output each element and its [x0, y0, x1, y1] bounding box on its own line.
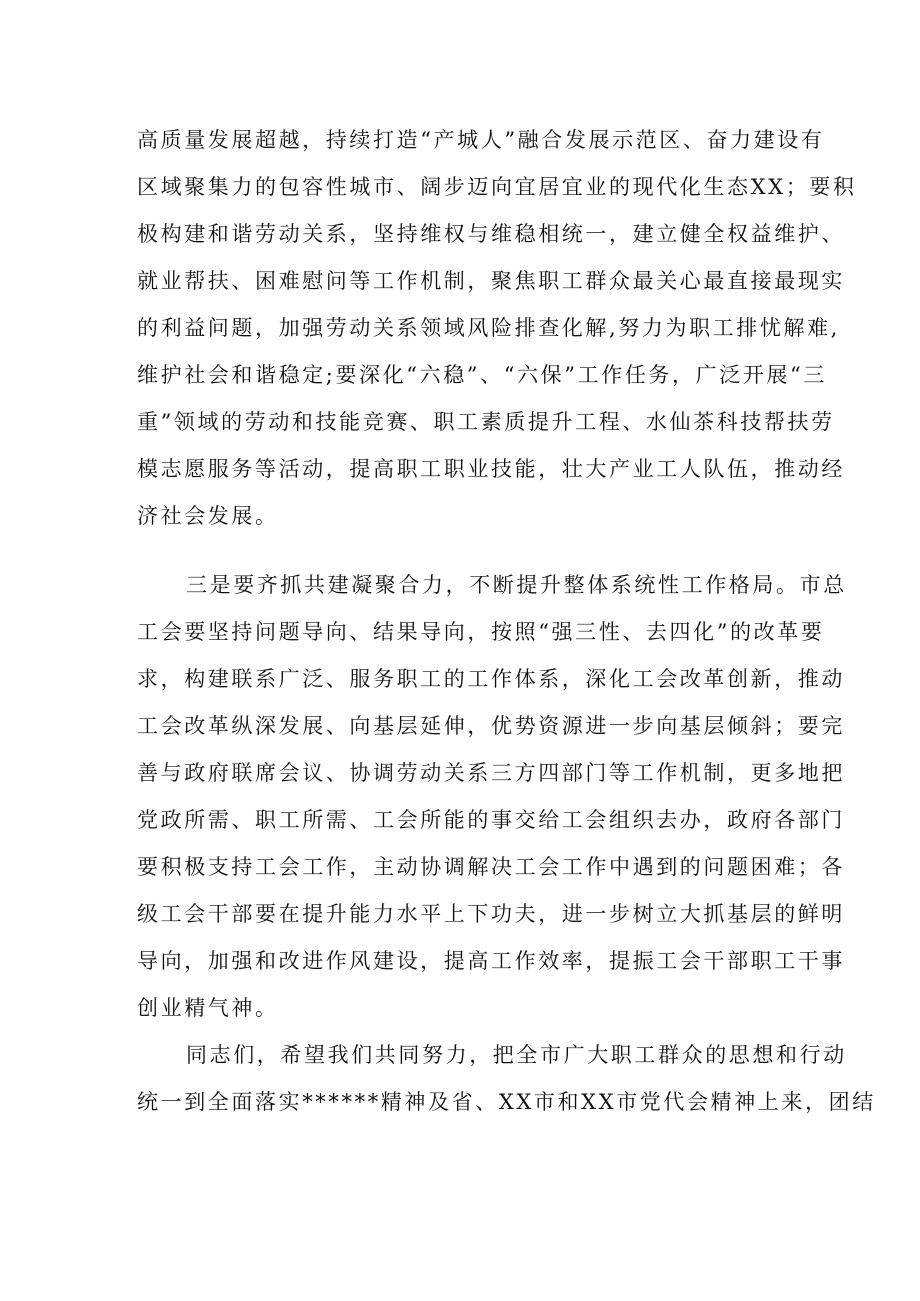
text-line: 的利益问题，加强劳动关系领域风险排查化解,努力为职工排忧解难, [137, 316, 840, 340]
text-line: 济社会发展。 [137, 504, 279, 528]
text-line: 统一到全面落实******精神及省、XX市和XX市党代会精神上来，团结 [137, 1090, 876, 1114]
text-line: 区域聚集力的包容性城市、阔步迈向宜居宜业的现代化生态XX；要积 [137, 175, 857, 199]
text-line: 工会要坚持问题导向、结果导向，按照“强三性、去四化”的改革要 [137, 620, 825, 644]
text-line: 维护社会和谐稳定;要深化“六稳”、“六保”工作任务，广泛开展“三 [137, 363, 827, 387]
text-line: 善与政府联席会议、协调劳动关系三方四部门等工作机制，更多地把 [137, 761, 845, 785]
text-line: 模志愿服务等活动，提高职工职业技能，壮大产业工人队伍，推动经 [137, 457, 845, 481]
text-line: 极构建和谐劳动关系，坚持维权与维稳相统一，建立健全权益维护、 [137, 222, 845, 246]
text-line: 高质量发展超越，持续打造“产城人”融合发展示范区、奋力建设有 [137, 128, 825, 152]
text-line: 创业精气神。 [137, 996, 279, 1020]
text-line: 导向，加强和改进作风建设，提高工作效率，提振工会干部职工干事 [137, 949, 845, 973]
text-line: 求，构建联系广泛、服务职工的工作体系，深化工会改革创新，推动 [137, 667, 845, 691]
text-line: 同志们，希望我们共同努力，把全市广大职工群众的思想和行动 [186, 1043, 847, 1067]
text-line: 三是要齐抓共建凝聚合力，不断提升整体系统性工作格局。市总 [186, 573, 847, 597]
text-line: 重”领域的劳动和技能竞赛、职工素质提升工程、水仙茶科技帮扶劳 [137, 410, 835, 434]
text-line: 级工会干部要在提升能力水平上下功夫，进一步树立大抓基层的鲜明 [137, 902, 845, 926]
text-line: 要积极支持工会工作，主动协调解决工会工作中遇到的问题困难；各 [137, 855, 845, 879]
text-line: 工会改革纵深发展、向基层延伸，优势资源进一步向基层倾斜；要完 [137, 714, 845, 738]
text-line: 就业帮扶、困难慰问等工作机制，聚焦职工群众最关心最直接最现实 [137, 269, 845, 293]
text-line: 党政所需、职工所需、工会所能的事交给工会组织去办，政府各部门 [137, 808, 845, 832]
